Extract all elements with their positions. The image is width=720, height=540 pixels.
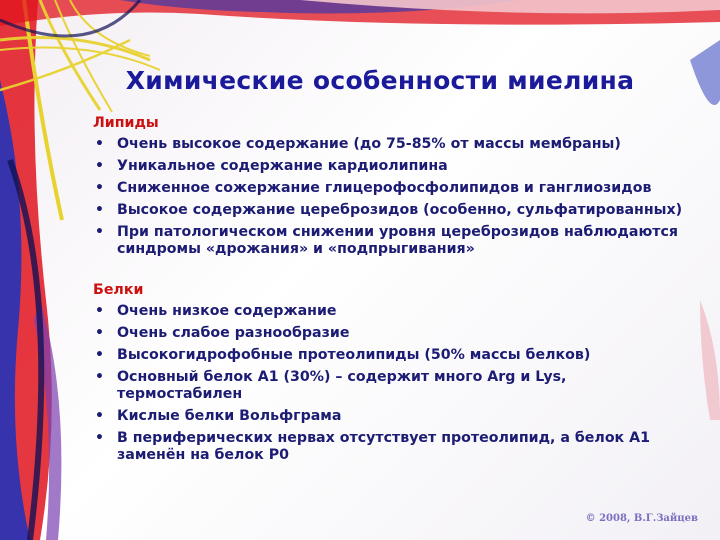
list-item xyxy=(93,369,693,403)
list-item xyxy=(93,347,693,364)
right-pink-accent xyxy=(700,300,720,420)
bullet-icon: • xyxy=(95,180,104,196)
list-item-text: Очень высокое содержание (до 75-85% от массы мембраны) xyxy=(117,136,621,152)
list-item-text: В периферических нервах отсутствует протеолипид, а белок А1 заменён на белок Р0 xyxy=(117,430,650,463)
list-item-text: Высокогидрофобные протеолипиды (50% массы белков) xyxy=(117,347,591,363)
bullet-icon: • xyxy=(95,136,104,152)
list-item xyxy=(93,158,693,175)
list-item xyxy=(93,303,693,320)
bullet-icon: • xyxy=(95,347,104,363)
section-heading-lipids: Липиды xyxy=(93,115,159,131)
list-item xyxy=(93,180,693,197)
copyright-notice: © 2008, В.Г.Зайцев xyxy=(585,513,698,524)
bullet-icon: • xyxy=(95,202,104,218)
bullet-icon: • xyxy=(95,224,104,240)
list-item-text: Очень низкое содержание xyxy=(117,303,337,319)
slide-content xyxy=(93,115,693,469)
bullet-icon: • xyxy=(95,303,104,319)
list-item-text: Основный белок А1 (30%) – содержит много Arg и Lys, термостабилен xyxy=(117,369,567,402)
list-item xyxy=(93,202,693,219)
list-item xyxy=(93,224,693,258)
list-item xyxy=(93,408,693,425)
slide-title: Химические особенности миелина xyxy=(125,66,635,95)
section-heading-proteins: Белки xyxy=(93,282,144,298)
lipids-list xyxy=(93,136,693,258)
bullet-icon: • xyxy=(95,325,104,341)
bullet-icon: • xyxy=(95,430,104,446)
list-item-text: Очень слабое разнообразие xyxy=(117,325,350,341)
list-item-text: Высокое содержание цереброзидов (особенно, сульфатированных) xyxy=(117,202,683,218)
list-item xyxy=(93,325,693,342)
list-item xyxy=(93,430,693,464)
bullet-icon: • xyxy=(95,408,104,424)
list-item-text: Сниженное сожержание глицерофосфолипидов и ганглиозидов xyxy=(117,180,652,196)
list-item-text: Уникальное содержание кардиолипина xyxy=(117,158,448,174)
section-spacer xyxy=(93,263,693,282)
bullet-icon: • xyxy=(95,369,104,385)
list-item-text: Кислые белки Вольфграма xyxy=(117,408,342,424)
list-item xyxy=(93,136,693,153)
bullet-icon: • xyxy=(95,158,104,174)
list-item-text: При патологическом снижении уровня цереброзидов наблюдаются синдромы «дрожания» и «подпрыгивания» xyxy=(117,224,678,257)
proteins-list xyxy=(93,303,693,464)
